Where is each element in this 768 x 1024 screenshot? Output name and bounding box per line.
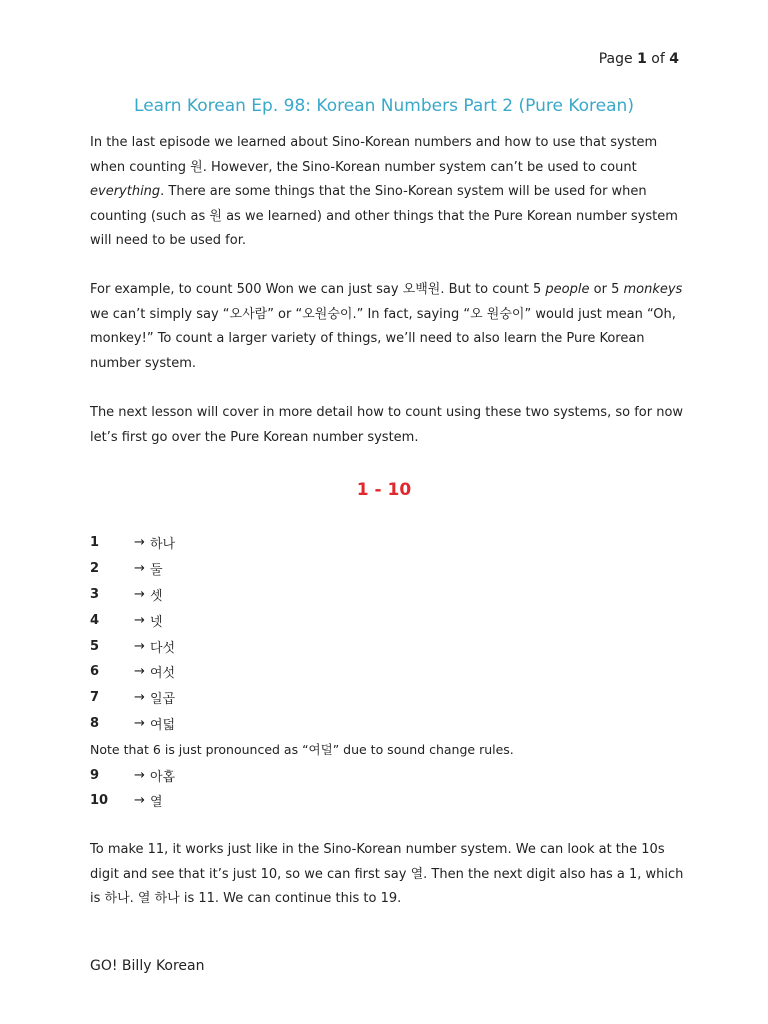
page-indicator — [599, 51, 679, 67]
number-digit: 2 — [90, 561, 100, 577]
number-row-4 — [90, 607, 710, 633]
arrow-right-icon: → — [134, 561, 145, 577]
number-korean: 일곱 — [150, 692, 176, 708]
number-korean: 넷 — [150, 614, 163, 630]
number-digit: 10 — [90, 793, 109, 809]
number-korean: 아홉 — [150, 769, 176, 785]
number-korean: 열 — [150, 795, 163, 811]
intro-text-1: In the last episode we learned about Sino-Korean numbers and how to use that system when counting 원. However, the Sino-Korean number system can’t be used to count — [90, 135, 658, 175]
number-row-7 — [90, 685, 710, 711]
number-digit: 7 — [90, 690, 100, 706]
arrow-right-icon: → — [134, 612, 145, 628]
arrow-right-icon: → — [134, 664, 145, 680]
number-row-3 — [90, 582, 710, 608]
example-emphasis-monkeys: monkeys — [623, 282, 683, 297]
number-digit: 3 — [90, 586, 100, 602]
number-korean: 다섯 — [150, 640, 176, 656]
pronunciation-note: Note that 6 is just pronounced as “여덜” due to sound change rules. — [90, 742, 514, 758]
number-row-10 — [90, 788, 710, 814]
total-pages-number: 4 — [669, 51, 679, 67]
intro-paragraph — [90, 131, 690, 254]
eleven-explanation-paragraph: To make 11, it works just like in the Sino-Korean number system. We can look at the 10s digit and see that it’s just 10, so we can first say 열. Then the next digit also has a 1, which is 하나. 열 하나 is 11. We can continue this to 19. — [90, 842, 684, 906]
number-row-1 — [90, 530, 710, 556]
next-lesson-paragraph: The next lesson will cover in more detail how to count using these two systems, so for now let’s first go over the Pure Korean number system. — [90, 405, 684, 445]
page-label: Page — [598, 51, 633, 67]
arrow-right-icon: → — [134, 638, 145, 654]
arrow-right-icon: → — [134, 715, 145, 731]
number-digit: 5 — [90, 638, 100, 654]
example-text-1: For example, to count 500 Won we can just say 오백원. But to count 5 — [90, 282, 546, 297]
number-row-2 — [90, 556, 710, 582]
number-row-5 — [90, 633, 710, 659]
example-text-2: or 5 — [589, 282, 624, 297]
number-digit: 1 — [90, 535, 100, 551]
intro-text-2: . There are some things that the Sino-Korean system will be used for when counting (such as 원 as we learned) and other things that the Pure Korean number system will need to be used for. — [90, 184, 678, 248]
number-digit: 4 — [90, 612, 100, 628]
number-digit: 8 — [90, 715, 100, 731]
of-label: of — [651, 51, 665, 67]
number-row-8 — [90, 711, 710, 737]
current-page-number: 1 — [637, 51, 647, 67]
document-title: Learn Korean Ep. 98: Korean Numbers Part 2 (Pure Korean) — [134, 96, 634, 116]
arrow-right-icon: → — [134, 767, 145, 783]
arrow-right-icon: → — [134, 535, 145, 551]
number-korean: 여섯 — [150, 666, 176, 682]
number-row-9 — [90, 762, 710, 788]
number-korean: 하나 — [150, 537, 176, 553]
number-row-6 — [90, 659, 710, 685]
example-paragraph — [90, 278, 690, 376]
number-digit: 9 — [90, 767, 100, 783]
arrow-right-icon: → — [134, 690, 145, 706]
footer-brand: GO! Billy Korean — [90, 958, 205, 974]
intro-emphasis: everything — [90, 184, 161, 199]
arrow-right-icon: → — [134, 793, 145, 809]
number-digit: 6 — [90, 664, 100, 680]
number-korean: 둘 — [150, 563, 163, 579]
number-list — [90, 530, 710, 814]
example-text-3: we can’t simply say “오사람” or “오원숭이.” In fact, saying “오 원숭이” would just mean “Oh, monkey!” To count a larger variety of things, we’ll need to also learn the Pure Korean number system. — [90, 306, 676, 371]
section-heading: 1 - 10 — [356, 480, 412, 500]
number-korean: 셋 — [150, 588, 163, 604]
arrow-right-icon: → — [134, 586, 145, 602]
number-korean: 여덟 — [150, 717, 176, 733]
example-emphasis-people: people — [545, 282, 590, 297]
